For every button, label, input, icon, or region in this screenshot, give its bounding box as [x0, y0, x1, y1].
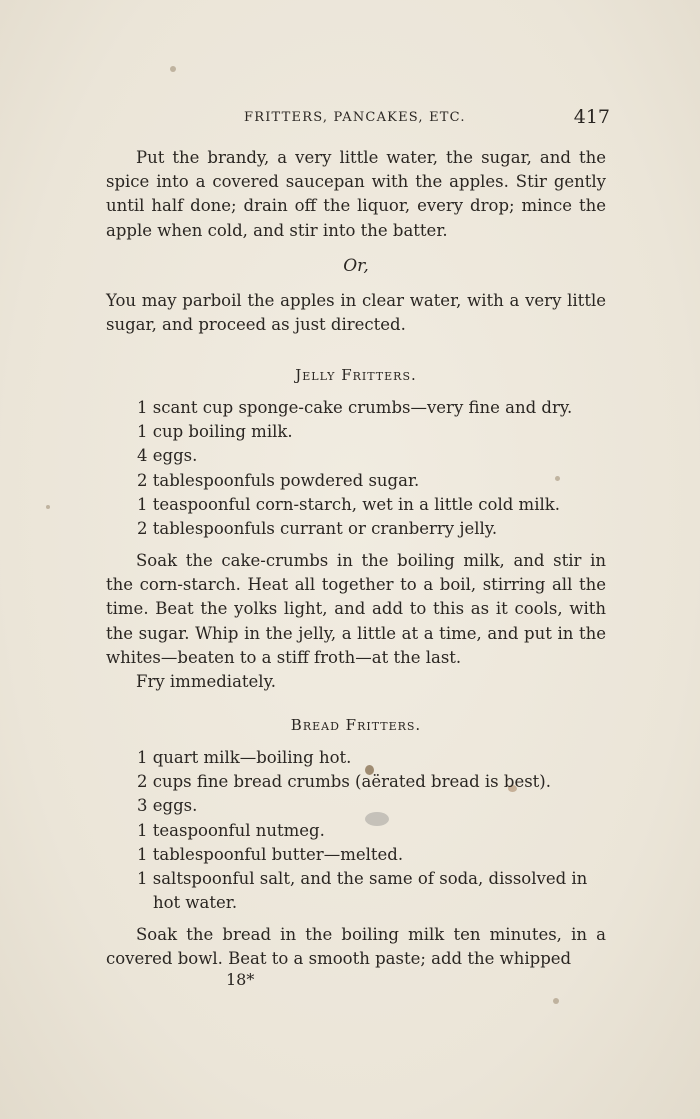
- ingredient-item: 2 tablespoonfuls powdered sugar.: [137, 470, 420, 490]
- ingredient-item: 1 quart milk—boiling hot.: [137, 748, 352, 767]
- paragraph-text: You may parboil the apples in clear water, with a very little sugar, and proceed as just directed.: [106, 291, 606, 335]
- jelly-fritters-ingredients: [137, 396, 607, 541]
- running-head: FRITTERS, PANCAKES, ETC.: [244, 110, 466, 125]
- ingredient-item: 1 tablespoonful butter—melted.: [137, 844, 404, 864]
- ingredient-item: 4 eggs.: [137, 446, 198, 466]
- paper-spot: [46, 505, 50, 509]
- paragraph-parboil: [106, 289, 606, 337]
- ingredient-item: 1 teaspoonful corn-starch, wet in a little cold milk.: [137, 494, 560, 514]
- signature-mark: 18*: [226, 970, 255, 989]
- paragraph-text: Put the brandy, a very little water, the sugar, and the spice into a covered saucepan with the apples. Stir gently until half done; drain off the liquor, every drop; mince the apple when cold, and stir into the batter.: [106, 148, 606, 240]
- paragraph-text: Fry immediately.: [136, 672, 276, 692]
- ingredient-item: 1 saltspoonful salt, and the same of soda, dissolved in hot water.: [137, 869, 588, 913]
- bread-fritters-ingredients: [137, 746, 607, 915]
- paragraph-text: Soak the cake-crumbs in the boiling milk, and stir in the corn-starch. Heat all together to a boil, stirring all the time. Beat the yolks light, and add to this as it cools, with the sugar. Whip in the jelly, a little at a time, and put in the whites—beaten to a stiff froth—at the last.: [106, 551, 606, 667]
- bread-fritters-heading: Bread Fritters.: [290, 716, 422, 734]
- jelly-fritters-directions: [106, 549, 606, 694]
- ingredient-item: 2 cups fine bread crumbs (aërated bread is best).: [137, 772, 551, 792]
- ingredient-item: 2 tablespoonfuls currant or cranberry jelly.: [137, 519, 498, 539]
- ingredient-item: 1 cup boiling milk.: [137, 422, 293, 442]
- paragraph-text: Soak the bread in the boiling milk ten minutes, in a covered bowl. Beat to a smooth paste; add the whipped: [106, 925, 606, 969]
- paragraph-brandy: [106, 146, 606, 243]
- or-line: Or,: [343, 256, 369, 276]
- ingredient-item: 1 teaspoonful nutmeg.: [137, 820, 325, 840]
- ingredient-item: 3 eggs.: [137, 796, 198, 816]
- page-header: [106, 106, 610, 132]
- paper-spot: [553, 998, 559, 1004]
- jelly-fritters-heading: Jelly Fritters.: [295, 366, 417, 384]
- ingredient-item: 1 scant cup sponge-cake crumbs—very fine and dry.: [137, 398, 573, 417]
- paper-spot: [170, 66, 176, 72]
- page-number: 417: [573, 106, 610, 128]
- bread-fritters-directions: [106, 923, 606, 971]
